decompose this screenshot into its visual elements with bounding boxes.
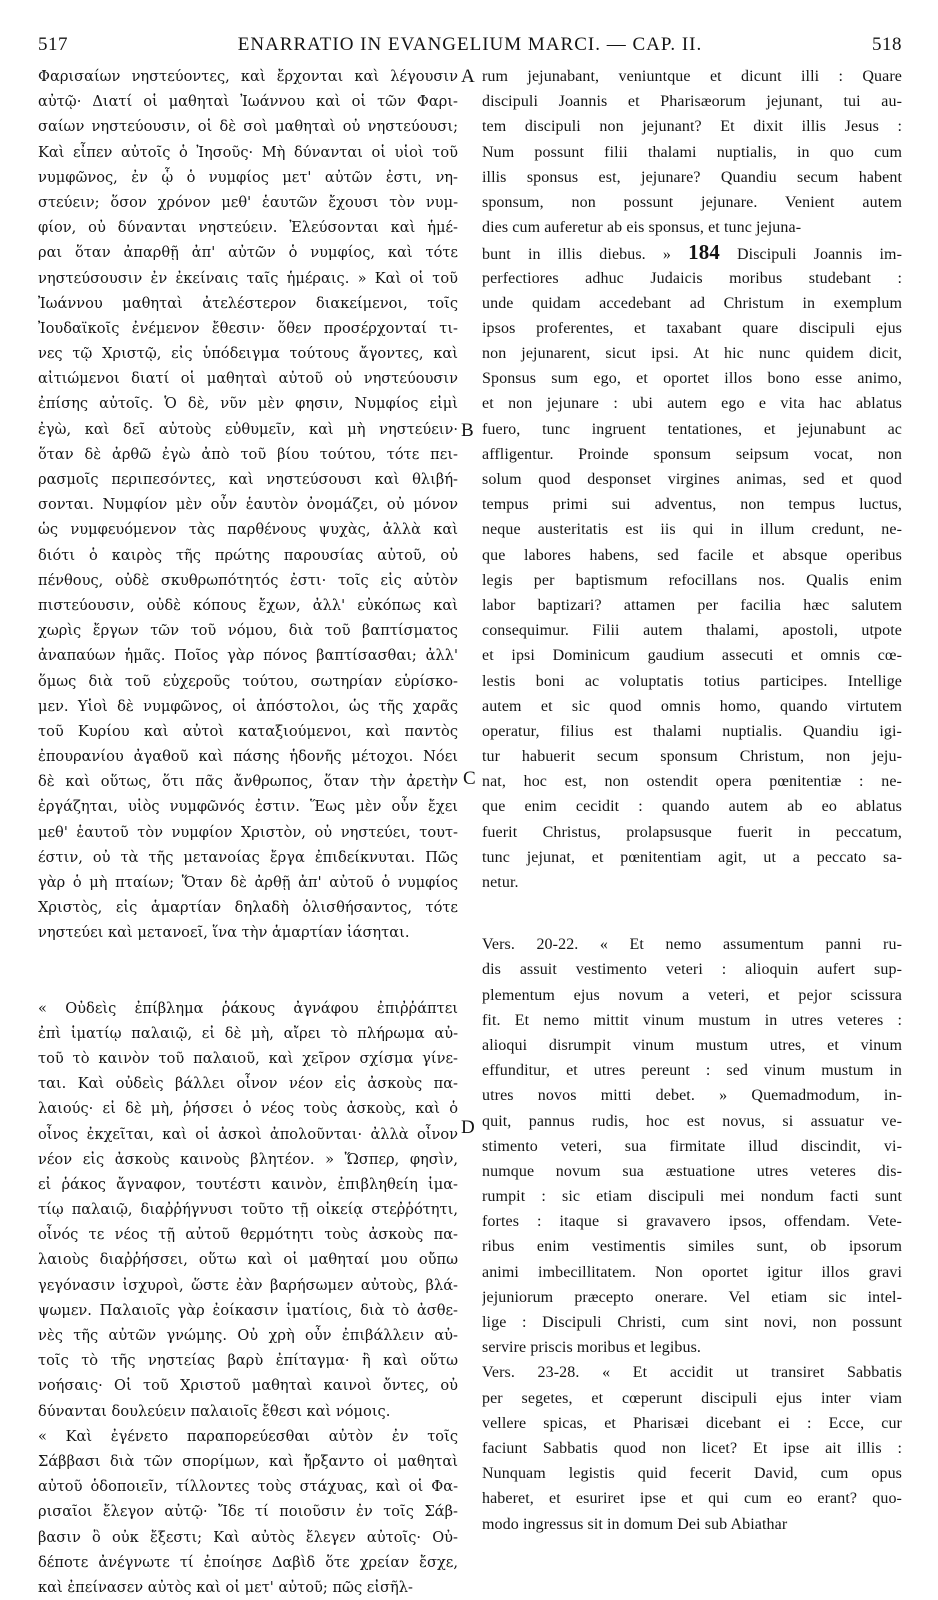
text-line: Χριστὸς, εἰς ἁμαρτίαν δηλαδὴ ὀλισθήσαντος, τότε xyxy=(38,899,458,917)
greek-paragraph-2 xyxy=(38,996,458,1424)
text-line: haberet, et esuriret ipse et qui cum eo erant? quo- xyxy=(482,1490,902,1508)
text-line: πιστεύουσιν, οὐδὲ κόπους ἔχων, ἀλλ' εὐκόπως καὶ xyxy=(38,596,458,614)
line-text-after: Discipuli Joannis im- xyxy=(719,246,902,264)
text-line: tunc jejunat, et pœnitentiam agit, ut a peccato sa- xyxy=(482,848,902,866)
text-line: unde quidam accedebant ad Christum in exemplum xyxy=(482,294,902,312)
text-line: nat, hoc est, non ostendit opera pœnitentiæ : ne- xyxy=(482,773,902,791)
text-line: autem et sic quod omnis homo, quando virtutem xyxy=(482,697,902,715)
text-line: Nunquam legistis quid fecerit David, cum opus xyxy=(482,1465,902,1483)
text-line: έστιν, οὐ τὰ τῆς μετανοίας ἔργα ἐπιδείκνυται. Πῶς xyxy=(38,848,458,866)
text-line: νηστεύσουσιν ἐν ἐκείναις ταῖς ἡμέραις. » Καὶ οἱ τοῦ xyxy=(38,269,458,287)
text-line: τίῳ παλαιῷ, διαῤῥήγνυσι τοῦτο τῇ οἰκείᾳ στεῤῥότητι, xyxy=(38,1201,458,1219)
text-line: Φαρισαίων νηστεύοντες, καὶ ἔρχονται καὶ λέγουσιν xyxy=(38,68,458,85)
text-line: εἰ ῥάκος ἄγναφον, τουτέστι καινὸν, ἐπιβληθείη ἱμα- xyxy=(38,1175,458,1193)
text-line: Καὶ εἶπεν αὐτοῖς ὁ Ἰησοῦς· Μὴ δύνανται οἱ υἱοὶ τοῦ xyxy=(38,143,458,161)
text-line: ribus enim vestimentis similes sunt, ob ipsorum xyxy=(482,1238,902,1256)
text-line: ραι ὅταν ἀπαρθῇ ἀπ' αὐτῶν ὁ νυμφίος, καὶ τότε xyxy=(38,244,458,262)
text-line: que labores habens, sed facile et absque operibus xyxy=(482,546,902,564)
text-line: νες τῷ Χριστῷ, εἰς ὑπόδειγμα τούτους ἄγοντες, καὶ xyxy=(38,345,458,363)
latin-paragraph-1-rest xyxy=(482,266,902,896)
text-line: ρισαῖοι ἔλεγον αὐτῷ· Ἴδε τί ποιοῦσιν ἐν τοῖς Σάβ- xyxy=(38,1503,458,1521)
paragraph-gap xyxy=(38,946,458,996)
text-line: illis sponsus est, jejunare? Quandiu secum habent xyxy=(482,168,902,186)
text-line: βασιν ὃ οὐκ ἔξεστι; Καὶ αὐτὸς ἔλεγεν αὐτοῖς· Οὐ- xyxy=(38,1528,458,1546)
text-line: ἐπίσης αὐτοῖς. Ὁ δὲ, νῦν μὲν φησιν, Νυμφίος εἰμὶ xyxy=(38,395,458,413)
latin-paragraph-2 xyxy=(482,932,902,1360)
text-line: Vers. 23-28. « Et accidit ut transiret Sabbatis xyxy=(482,1364,902,1382)
text-line: Sponsus sum ego, et oportet illos bono esse animo, xyxy=(482,370,902,388)
latin-paragraph-3 xyxy=(482,1360,902,1536)
column-number-line xyxy=(482,240,902,265)
text-line: vellere spicas, et Pharisæi dicebant ei : Ecce, cur xyxy=(482,1414,902,1432)
text-line: δέποτε ἀνέγνωτε τί ἐποίησε Δαβὶδ ὅτε χρείαν ἔσχε, xyxy=(38,1553,458,1571)
greek-column xyxy=(38,64,458,1600)
text-line: φίον, οὐ δύνανται νηστεύειν. Ἐλεύσονται καὶ ἡμέ- xyxy=(38,219,458,237)
text-line: δύνανται δουλεύειν παλαιοῖς ἔθεσι καὶ νόμοις. xyxy=(38,1402,391,1420)
text-line: tur habuerit secum sponsum Christum, non jeju- xyxy=(482,748,902,766)
text-line: οἶνός τε νέος τῇ αὐτοῦ θερμότητι τοὺς ἀσκοὺς πα- xyxy=(38,1226,458,1244)
text-line: Ἰουδαϊκοῖς ἐνέμενον ἔθεσιν· ὅθεν προσέρχονταί τι- xyxy=(38,319,458,337)
text-line: dies cum auferetur ab eis sponsus, et tunc jejuna- xyxy=(482,219,802,237)
text-line: perfectiores adhuc Judaicis moribus studebant : xyxy=(482,269,902,287)
text-line: operatur, filius est thalami nuptialis. Quandiu igi- xyxy=(482,722,902,740)
text-line: labor baptizari? attamen per facilia hæc salutem xyxy=(482,596,902,614)
text-line: non jejunarent, sicut ipsi. At hic nunc quidem dicit, xyxy=(482,345,902,363)
text-line: γεγόνασιν ἰσχυροὶ, ὥστε ἐὰν βαρήσωμεν αὐτοὺς, βλά- xyxy=(38,1276,458,1294)
page-number-right: 518 xyxy=(872,34,902,55)
text-line: διότι ὁ καιρὸς τῆς πρώτης παρουσίας αὐτοῦ, οὐ xyxy=(38,546,458,564)
text-line: tempus primi sui adventus, non tempus luctus, xyxy=(482,496,902,514)
text-line: dis assuit vestimento veteri : alioquin aufert sup- xyxy=(482,961,902,979)
text-line: lestis boni ac voluptatis totius participes. Intellige xyxy=(482,672,902,690)
paragraph-gap xyxy=(482,895,902,932)
text-line: faciunt Sabbatis quod non licet? Et ipse ait illis : xyxy=(482,1439,902,1457)
margin-letter-a: A xyxy=(461,66,475,87)
text-line: Σάββασι διὰ τῶν σπορίμων, καὶ ἤρξαντο οἱ μαθηταὶ xyxy=(38,1452,458,1470)
text-line: δὲ καὶ οὕτως, ὅτι πᾶς ἄνθρωπος, ὅταν τὴν ἀρετὴν xyxy=(38,773,458,791)
text-line: « Καὶ ἐγένετο παραπορεύεσθαι αὐτὸν ἐν τοῖς xyxy=(38,1427,458,1445)
margin-letter-c: C xyxy=(463,768,476,789)
running-title: ENARRATIO IN EVANGELIUM MARCI. — CAP. II. xyxy=(237,34,703,55)
text-line: αὐτοῦ ὁδοποιεῖν, τίλλοντες τοὺς στάχυας, καὶ οἱ Φα- xyxy=(38,1478,458,1496)
text-line: νὲς τῆς αὐτῶν γνώμης. Οὐ χρὴ οὖν ἐπιβάλλειν αὐ- xyxy=(38,1327,458,1344)
text-line: fit. Et nemo mittit vinum mustum in utres veteres : xyxy=(482,1011,902,1029)
text-line: Ἰωάννου μαθηταὶ ἀτελέστερον διακείμενοι, τοῖς xyxy=(38,294,458,312)
text-line: νέον εἰς ἀσκοὺς καινοὺς βλητέον. » Ὥσπερ, φησὶν, xyxy=(38,1150,458,1168)
text-line: modo ingressus sit in domum Dei sub Abiathar xyxy=(482,1515,788,1533)
text-line: σαίων νηστεύουσιν, οἱ δὲ σοὶ μαθηταὶ οὐ νηστεύουσι; xyxy=(38,118,458,136)
text-line: netur. xyxy=(482,874,519,891)
text-line: ἀναπαύων ἡμᾶς. Ποῖος γὰρ πόνος βαπτίσασθαι; ἀλλ' xyxy=(38,647,458,665)
text-line: servire priscis moribus et legibus. xyxy=(482,1339,702,1357)
text-line: αὐτῷ· Διατί οἱ μαθηταὶ Ἰωάννου καὶ οἱ τῶν Φαρι- xyxy=(38,93,458,111)
text-line: λαιούς· εἰ δὲ μὴ, ῥήσσει ὁ νέος τοὺς ἀσκοὺς, καὶ ὁ xyxy=(38,1100,458,1118)
text-line: neque austeritatis est iis qui in illum credunt, ne- xyxy=(482,521,902,539)
text-line: ὡς νυμφευόμενον τὰς παρθένους ψυχὰς, ἀλλὰ καὶ xyxy=(38,521,458,539)
text-line: μεθ' ἑαυτοῦ τὸν νυμφίον Χριστὸν, οὐ νηστεύει, τουτ- xyxy=(38,823,458,841)
page-number-left: 517 xyxy=(38,34,68,55)
text-line: ται. Καὶ οὐδεὶς βάλλει οἶνον νέον εἰς ἀσκοὺς πα- xyxy=(38,1075,458,1093)
text-line: plementum ejus novum a veteri, et pejor scissura xyxy=(482,986,902,1004)
text-line: ψωμεν. Παλαιοῖς γὰρ ἐοίκασιν ἱματίοις, διὰ τὸ ἀσθε- xyxy=(38,1301,458,1319)
text-line: solum quod desponset virgines animas, sed et quod xyxy=(482,471,902,488)
text-line: οἶνος ἐκχεῖται, καὶ οἱ ἀσκοὶ ἀπολοῦνται· ἀλλὰ οἶνον xyxy=(38,1125,458,1143)
text-line: stimento veteri, sua firmitate illud discindit, vi- xyxy=(482,1137,902,1155)
margin-letter-d: D xyxy=(461,1117,475,1138)
text-line: per segetes, et cœperunt discipuli ejus inter viam xyxy=(482,1389,902,1407)
text-line: τοῖς τὸ τῆς νηστείας βαρὺ ἐπίταγμα· ἢ καὶ οὕτω xyxy=(38,1352,458,1370)
latin-paragraph-1-start xyxy=(482,64,902,240)
text-line: πένθους, οὐδὲ σκυθρωπότητός ἐστι· τοῖς εἰς αὐτὸν xyxy=(38,571,458,589)
text-line: animi imbecillitatem. Non oportet igitur illos gravi xyxy=(482,1263,902,1281)
text-line: ὅμως διὰ τοῦ εὐχεροῦς τούτου, σωτηρίαν εὑρίσκο- xyxy=(38,672,458,690)
text-line: rum jejunabant, veniuntque et dicunt illi : Quare xyxy=(482,68,902,85)
text-line: νοήσαις· Οἱ τοῦ Χριστοῦ μαθηταὶ καινοὶ ὄντες, οὐ xyxy=(38,1377,458,1395)
text-line: τοῦ τὸ καινὸν τοῦ παλαιοῦ, καὶ χεῖρον σχίσμα γίνε- xyxy=(38,1049,458,1067)
text-line: ὅταν δὲ ἀρθῶ ἐγὼ ἀπὸ τοῦ βίου τούτου, τότε πει- xyxy=(38,445,458,463)
text-line: Vers. 20-22. « Et nemo assumentum panni ru- xyxy=(482,936,902,954)
text-line: fuerit Christus, prolapsusque fuerit in peccatum, xyxy=(482,823,902,841)
text-line: σονται. Νυμφίον μὲν οὖν ἑαυτὸν ὀνομάζει, οὐ μόνον xyxy=(38,496,458,514)
text-line: numque novum sua æstuatione utres veteres dis- xyxy=(482,1162,902,1180)
text-line: μεν. Υἱοὶ δὲ νυμφῶνος, οἱ ἀπόστολοι, ὡς τῆς χαρᾶς xyxy=(38,697,458,715)
text-line: fuero, tunc ingruent tentationes, et jejunabunt ac xyxy=(482,420,902,438)
text-line: νυμφῶνος, ἐν ᾧ ὁ νυμφίος μετ' αὐτῶν ἐστι, νη- xyxy=(38,168,458,186)
line-text-before: bunt in illis diebus. » xyxy=(482,246,689,264)
latin-column xyxy=(482,64,902,1537)
text-line: καὶ ἐπείνασεν αὐτὸς καὶ οἱ μετ' αὐτοῦ; πῶς εἰσῆλ- xyxy=(38,1578,413,1596)
text-line: ipsos proferentes, et taxabant quare discipuli ejus xyxy=(482,319,902,337)
text-line: ἐπουρανίου ἀγαθοῦ καὶ πάσης ἡδονῆς μέτοχοι. Νόει xyxy=(38,748,458,766)
greek-paragraph-1 xyxy=(38,64,458,946)
text-line: τοῦ Κυρίου καὶ αὐτοὶ καταξιούμενοι, καὶ παντὸς xyxy=(38,722,458,740)
column-number: 184 xyxy=(688,240,720,265)
text-line: discipuli Joannis et Pharisæorum jejunant, tui au- xyxy=(482,93,902,111)
text-line: que enim cecidit : quando autem ab eo ablatus xyxy=(482,798,902,816)
text-line: lige : Discipuli Christi, cum sint novi, non possunt xyxy=(482,1314,902,1331)
text-line: quit, pannus rudis, hoc est novus, si assuatur ve- xyxy=(482,1112,902,1130)
text-line: tem discipuli non jejunant? Et dixit illis Jesus : xyxy=(482,118,902,136)
text-line: alioqui disrumpit vinum mustum utres, et vinum xyxy=(482,1036,902,1054)
text-line: et non jejunare : ubi autem ego e vita hac ablatus xyxy=(482,395,902,413)
text-line: ἐργάζηται, υἱὸς νυμφῶνός ἐστιν. Ἕως μὲν οὖν ἔχει xyxy=(38,798,458,816)
margin-letter-b: B xyxy=(461,420,474,441)
text-line: Num possunt filii thalami nuptialis, in quo cum xyxy=(482,143,902,161)
running-header xyxy=(38,34,902,60)
text-line: affligentur. Proinde sponsum seipsum vocat, non xyxy=(482,445,902,463)
text-line: αἰτιώμενοι διατί οἱ μαθηταὶ αὐτοῦ οὐ νηστεύουσιν xyxy=(38,370,458,388)
text-line: χωρὶς ἔργων τῶν τοῦ νόμου, διὰ τοῦ βαπτίσματος xyxy=(38,622,458,640)
text-line: legis per baptismum refocillans nos. Qualis enim xyxy=(482,571,902,589)
text-line: effunditur, et utres pereunt : sed vinum mustum in xyxy=(482,1062,902,1080)
text-line: utres novos mitti debet. » Quemadmodum, in- xyxy=(482,1087,902,1105)
text-line: ρασμοῖς περιπεσόντες, καὶ νηστεύσουσι καὶ θλιβή- xyxy=(38,471,458,488)
text-line: ἐπὶ ἱματίῳ παλαιῷ, εἰ δὲ μὴ, αἴρει τὸ πλήρωμα αὐ- xyxy=(38,1024,458,1042)
text-line: et ipsi Dominicum gaudium assecuti et omnis cœ- xyxy=(482,647,902,665)
text-line: στεύειν; ὅσον χρόνον μεθ' ἑαυτῶν ἔχουσι τὸν νυμ- xyxy=(38,193,458,211)
text-line: λαιοὺς διαῤῥήσσει, οὕτω καὶ οἱ μαθηταί μου οὔπω xyxy=(38,1251,458,1269)
text-line: sponsum, non possunt jejunare. Venient autem xyxy=(482,193,902,211)
text-line: consequimur. Filii autem thalami, apostoli, utpote xyxy=(482,622,902,640)
text-line: γὰρ ὁ μὴ πταίων; Ὅταν δὲ ἀρθῇ ἀπ' αὐτοῦ ὁ νυμφίος xyxy=(38,874,458,891)
text-line: νηστεύει καὶ μετανοεῖ, ἵνα τὴν ἁμαρτίαν ἰάσηται. xyxy=(38,924,410,942)
text-line: « Οὐδεὶς ἐπίβλημα ῥάκους ἀγνάφου ἐπιῤῥάπτει xyxy=(38,999,458,1017)
text-line: rumpit : sic etiam discipuli mei nondum facti sunt xyxy=(482,1188,902,1206)
text-line: fortes : itaque si gravavero ipsos, offendam. Vete- xyxy=(482,1213,902,1231)
greek-paragraph-3 xyxy=(38,1424,458,1600)
text-line: ἐγὼ, καὶ δεῖ αὐτοὺς εὐθυμεῖν, καὶ μὴ νηστεύειν· xyxy=(38,420,458,438)
text-line: jejuniorum præcepto onerare. Vel etiam sic intel- xyxy=(482,1288,902,1306)
